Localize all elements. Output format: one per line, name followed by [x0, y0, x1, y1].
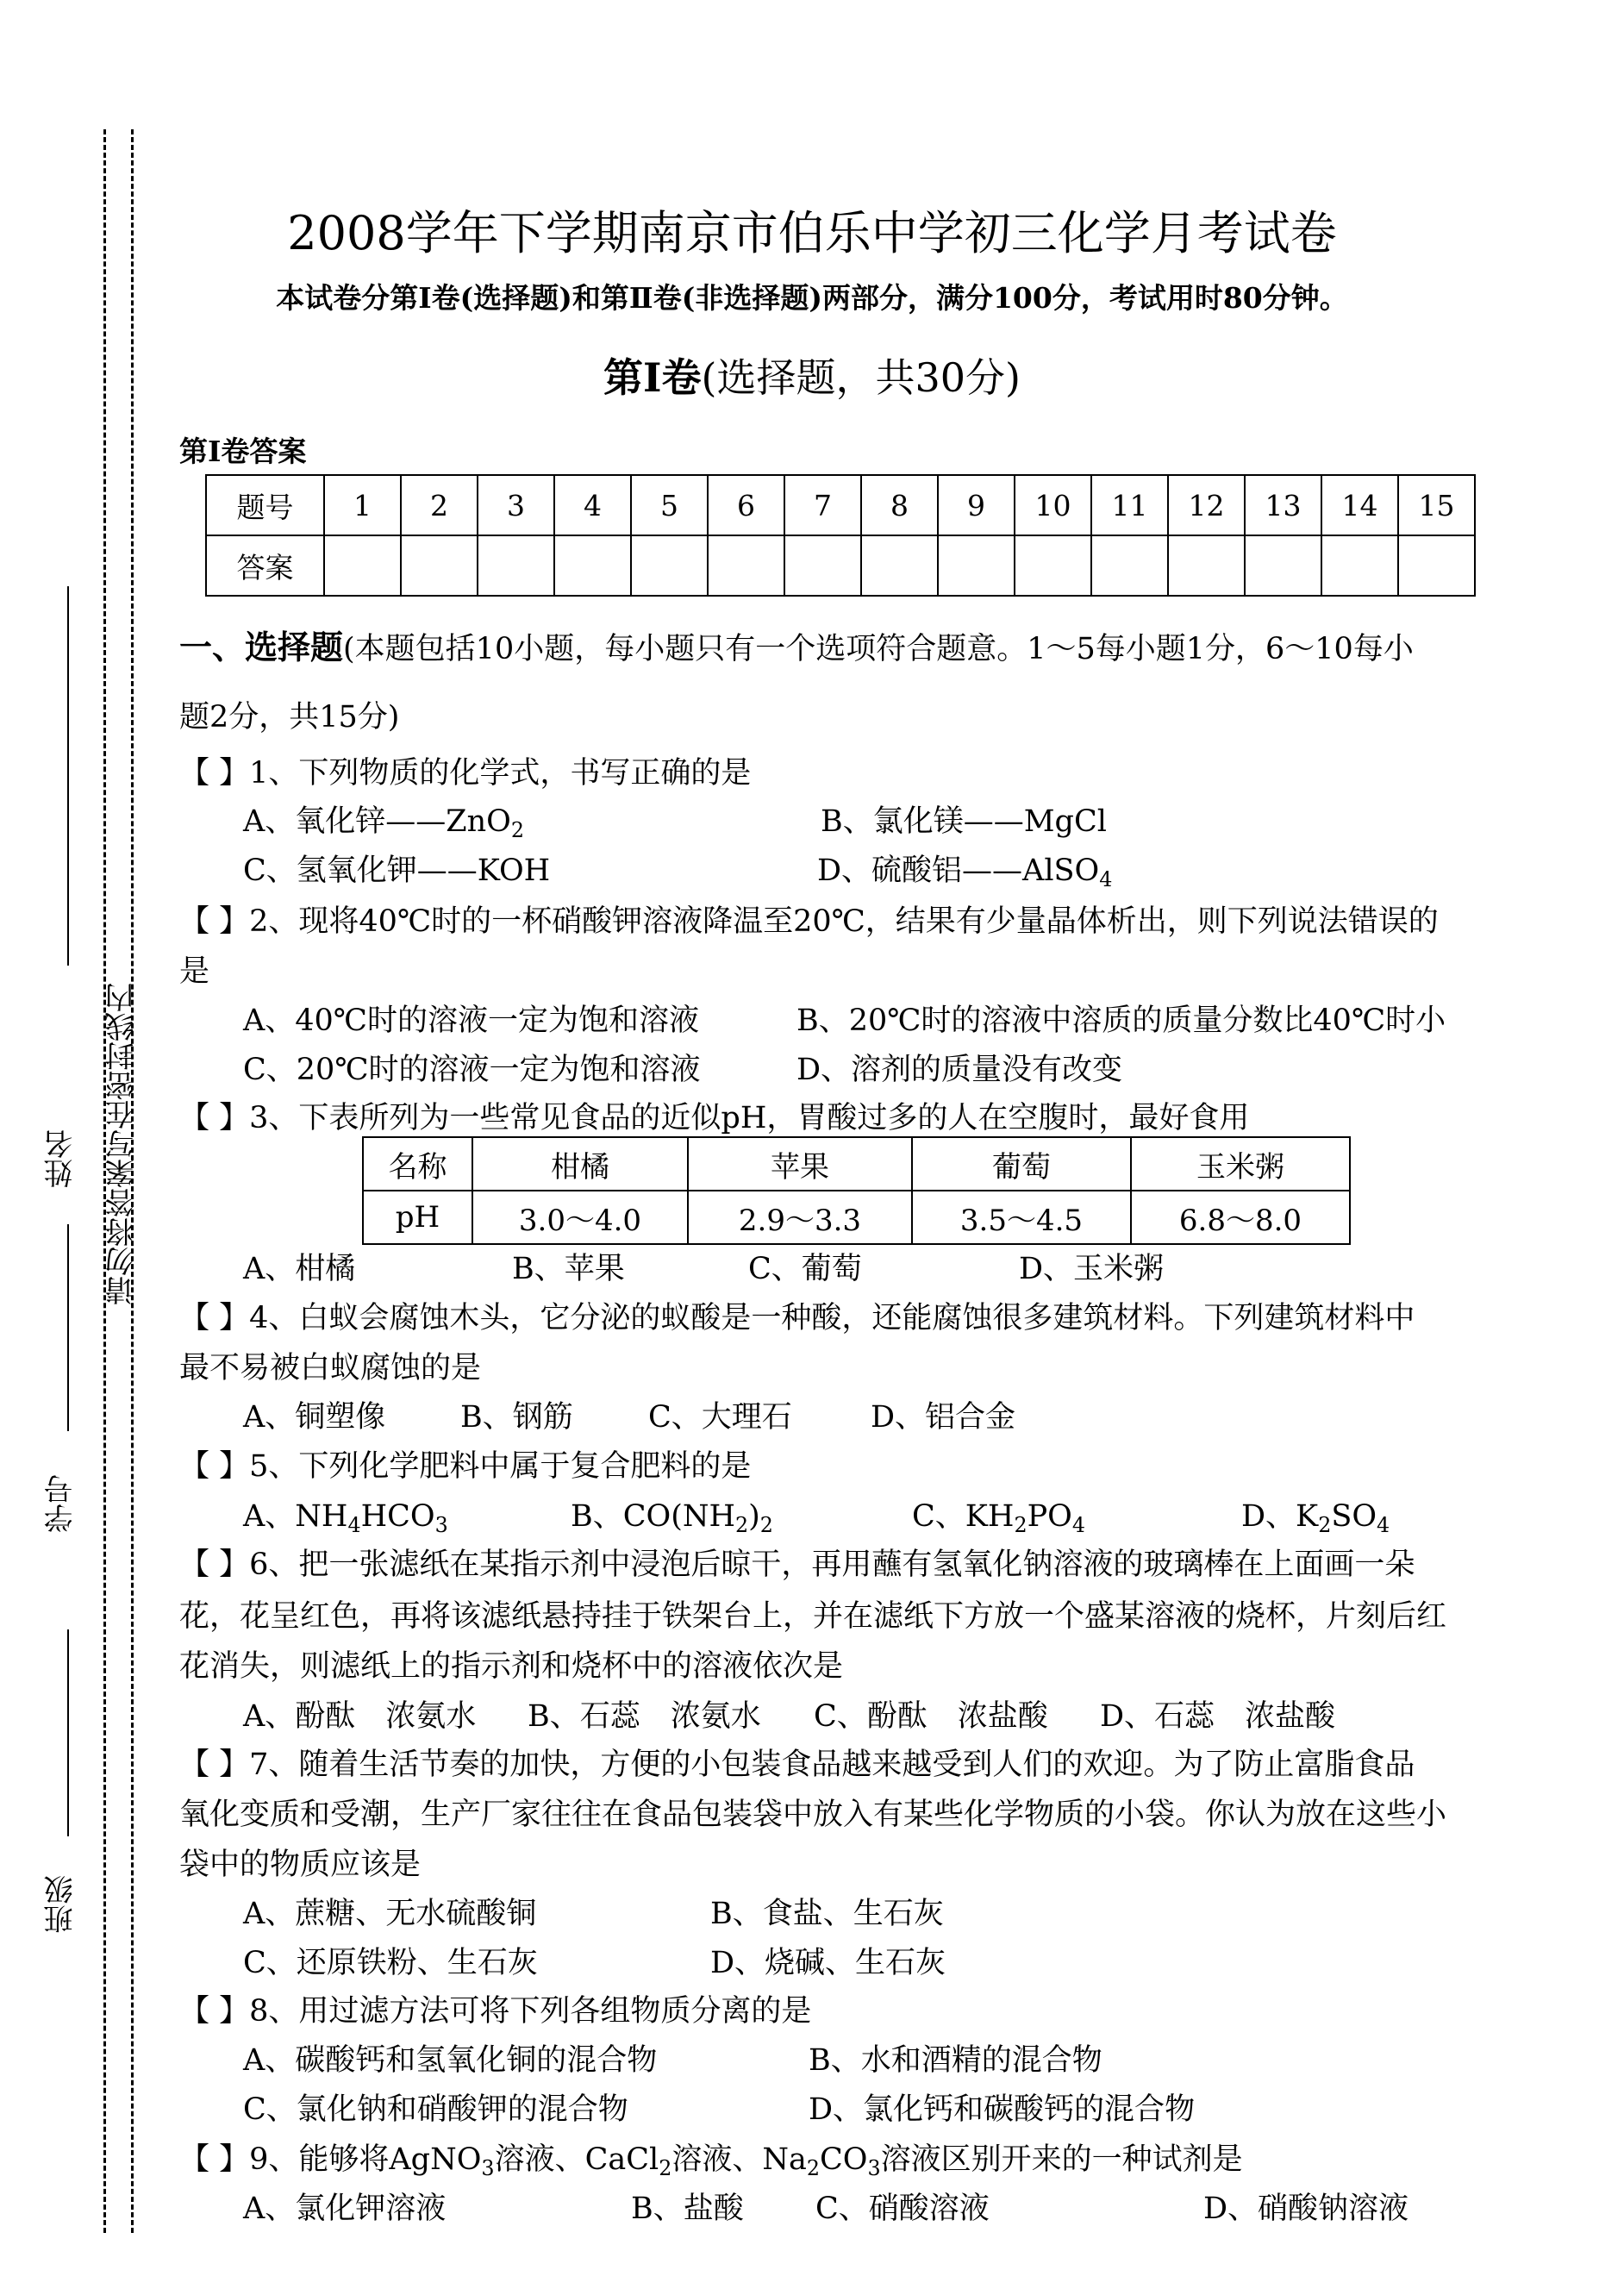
- question-6-stem: [179, 1550, 1415, 1580]
- question-number-cell: 9: [938, 475, 1015, 535]
- option-subscript: 2: [1014, 1513, 1027, 1538]
- question-text: 溶液、CaCl: [494, 2142, 659, 2177]
- q6-option-a[interactable]: A、酚酞 浓氨水: [243, 1699, 477, 1734]
- question-number-cell: 5: [631, 475, 708, 535]
- option-text: C、KH: [912, 1499, 1015, 1534]
- option-text: D、硫酸铝——AlSO: [817, 854, 1100, 888]
- q3-option-b[interactable]: B、苹果: [512, 1252, 625, 1286]
- ph-table-cell: 2.9～3.3: [688, 1191, 912, 1244]
- part1-intro-line2: 题2分，共15分): [179, 700, 400, 735]
- exam-subtitle: 本试卷分第Ⅰ卷(选择题)和第Ⅱ卷(非选择题)两部分，满分100分，考试用时80分钟。: [276, 281, 1348, 315]
- q8-option-c[interactable]: C、氯化钠和硝酸钾的混合物: [243, 2092, 628, 2127]
- question-number-cell: 4: [554, 475, 631, 535]
- question-text: 9、能够将AgNO: [249, 2142, 482, 2177]
- question-9-stem: [179, 2142, 1243, 2181]
- option-subscript: 4: [347, 1513, 361, 1538]
- ph-table-cell: 3.5～4.5: [912, 1191, 1131, 1244]
- question-2-stem-cont: 是: [179, 954, 210, 989]
- option-subscript: 2: [759, 1513, 773, 1538]
- option-subscript: 2: [735, 1513, 749, 1538]
- q9-option-a[interactable]: A、氯化钾溶液: [243, 2192, 447, 2226]
- question-number-cell: 15: [1398, 475, 1475, 535]
- answer-cell[interactable]: [938, 535, 1015, 596]
- answer-cell[interactable]: [324, 535, 401, 596]
- answer-cell[interactable]: [401, 535, 478, 596]
- question-text: 3、下表所列为一些常见食品的近似pH，胃酸过多的人在空腹时，最好食用: [249, 1101, 1250, 1135]
- answer-cell[interactable]: [1245, 535, 1321, 596]
- question-text: 溶液、Na: [671, 2142, 807, 2177]
- option-subscript: 2: [1318, 1513, 1332, 1538]
- q4-option-d[interactable]: D、铝合金: [871, 1400, 1016, 1435]
- q9-option-d[interactable]: D、硝酸钠溶液: [1203, 2192, 1409, 2226]
- q3-option-a[interactable]: A、柑橘: [243, 1252, 356, 1286]
- question-text: 1、下列物质的化学式，书写正确的是: [249, 756, 752, 791]
- q5-option-a[interactable]: [243, 1499, 448, 1538]
- answer-row-header: 答案: [206, 535, 324, 596]
- option-text: A、NH: [243, 1499, 348, 1534]
- q1-option-c[interactable]: C、氢氧化钾——KOH: [243, 854, 551, 888]
- answer-cell[interactable]: [1168, 535, 1245, 596]
- q1-option-a[interactable]: [243, 804, 524, 843]
- q4-option-c[interactable]: C、大理石: [648, 1400, 792, 1435]
- answer-cell[interactable]: [1015, 535, 1091, 596]
- answer-cell[interactable]: [784, 535, 861, 596]
- option-subscript: 4: [1071, 1513, 1085, 1538]
- q3-option-c[interactable]: C、葡萄: [748, 1252, 862, 1286]
- q7-option-b[interactable]: B、食盐、生石灰: [710, 1897, 944, 1931]
- q8-option-d[interactable]: D、氯化钙和碳酸钙的混合物: [809, 2092, 1196, 2127]
- answer-bracket[interactable]: 【 】: [179, 1101, 250, 1135]
- question-3-stem: [179, 1101, 1250, 1135]
- answer-bracket[interactable]: 【 】: [179, 1449, 250, 1484]
- option-text: ): [748, 1499, 760, 1534]
- question-number-cell: 3: [478, 475, 554, 535]
- ph-table-header-row: [363, 1137, 1350, 1191]
- option-text: HCO: [360, 1499, 435, 1534]
- q5-option-b[interactable]: [571, 1499, 773, 1538]
- q2-option-a[interactable]: A、40℃时的溶液一定为饱和溶液: [243, 1004, 699, 1038]
- ph-table-cell: pH: [363, 1191, 472, 1244]
- q8-option-a[interactable]: A、碳酸钙和氢氧化铜的混合物: [243, 2043, 658, 2078]
- question-text: CO: [819, 2142, 868, 2177]
- name-label: 姓名: [44, 1129, 78, 1188]
- part1-intro-text: (本题包括10小题，每小题只有一个选项符合题意。1～5每小题1分，6～10每小: [343, 632, 1414, 666]
- q9-option-c[interactable]: C、硝酸溶液: [815, 2192, 990, 2226]
- ph-table-cell: 3.0～4.0: [472, 1191, 688, 1244]
- question-number-cell: 8: [861, 475, 938, 535]
- answer-table-answer-row: [206, 535, 1475, 596]
- class-label: 班级: [44, 1875, 78, 1934]
- question-7-stem-cont2: 袋中的物质应该是: [179, 1848, 422, 1882]
- question-7-stem: [179, 1750, 1415, 1780]
- ph-table-value-row: [363, 1191, 1350, 1244]
- part1-intro-line1: [179, 628, 1414, 666]
- part1-heading: 一、选择题: [179, 628, 344, 666]
- answer-cell[interactable]: [1091, 535, 1168, 596]
- question-number-cell: 13: [1245, 475, 1321, 535]
- answer-bracket[interactable]: 【 】: [179, 904, 250, 939]
- answer-bracket[interactable]: 【 】: [179, 756, 250, 791]
- question-text: 4、白蚁会腐蚀木头，它分泌的蚁酸是一种酸，还能腐蚀很多建筑材料。下列建筑材料中: [249, 1301, 1415, 1335]
- q2-option-d[interactable]: D、溶剂的质量没有改变: [796, 1053, 1123, 1087]
- question-4-stem-cont: 最不易被白蚁腐蚀的是: [179, 1351, 482, 1385]
- answer-cell[interactable]: [554, 535, 631, 596]
- option-text: B、CO(NH: [571, 1499, 735, 1534]
- question-number-cell: 11: [1091, 475, 1168, 535]
- answer-cell[interactable]: [861, 535, 938, 596]
- class-field-line: [67, 1629, 69, 1836]
- formula-subscript: 3: [481, 2156, 495, 2181]
- q3-option-d[interactable]: D、玉米粥: [1019, 1252, 1165, 1286]
- question-5-stem: [179, 1449, 752, 1484]
- question-number-cell: 1: [324, 475, 401, 535]
- q9-option-b[interactable]: B、盐酸: [631, 2192, 744, 2226]
- q2-option-b[interactable]: B、20℃时的溶液中溶质的质量分数比40℃时小: [796, 1004, 1446, 1038]
- answer-table-header: 题号: [206, 475, 324, 535]
- question-6-stem-cont: 花，花呈红色，再将该滤纸悬持挂于铁架台上，并在滤纸下方放一个盛某溶液的烧杯，片刻后红: [179, 1599, 1447, 1634]
- answer-bracket[interactable]: 【 】: [179, 1994, 250, 2029]
- question-text: 7、随着生活节奏的加快，方便的小包装食品越来越受到人们的欢迎。为了防止富脂食品: [249, 1748, 1415, 1782]
- answer-bracket[interactable]: 【 】: [179, 1301, 250, 1335]
- question-7-stem-cont: 氧化变质和受潮，生产厂家往往在食品包装袋中放入有某些化学物质的小袋。你认为放在这些小: [179, 1798, 1447, 1832]
- section-title: [0, 347, 1624, 403]
- q7-option-d[interactable]: D、烧碱、生石灰: [710, 1946, 946, 1980]
- q8-option-b[interactable]: B、水和酒精的混合物: [809, 2043, 1102, 2078]
- option-text: SO: [1331, 1499, 1377, 1534]
- option-subscript: 3: [434, 1513, 448, 1538]
- question-1-stem: [179, 756, 752, 791]
- q7-option-a[interactable]: A、蔗糖、无水硫酸铜: [243, 1897, 537, 1931]
- answer-cell[interactable]: [1398, 535, 1475, 596]
- id-field-line: [67, 1224, 69, 1431]
- answer-cell[interactable]: [478, 535, 554, 596]
- q6-option-d[interactable]: D、石蕊 浓盐酸: [1100, 1699, 1336, 1734]
- option-subscript: 4: [1377, 1513, 1390, 1538]
- formula-subscript: 2: [806, 2156, 820, 2181]
- question-number-cell: 14: [1321, 475, 1398, 535]
- q4-option-a[interactable]: A、铜塑像: [243, 1400, 386, 1435]
- question-4-stem: [179, 1301, 1415, 1335]
- ph-table-cell: 柑橘: [472, 1137, 688, 1191]
- question-6-stem-cont2: 花消失，则滤纸上的指示剂和烧杯中的溶液依次是: [179, 1649, 844, 1684]
- answer-bracket[interactable]: 【 】: [179, 1548, 250, 1582]
- ph-table-cell: 玉米粥: [1131, 1137, 1350, 1191]
- q1-option-b[interactable]: B、氯化镁——MgCl: [821, 804, 1107, 839]
- question-number-cell: 6: [708, 475, 784, 535]
- question-text: 5、下列化学肥料中属于复合肥料的是: [249, 1449, 752, 1484]
- question-number-cell: 2: [401, 475, 478, 535]
- q4-option-b[interactable]: B、钢筋: [460, 1400, 573, 1435]
- q7-option-c[interactable]: C、还原铁粉、生石灰: [243, 1946, 538, 1980]
- option-subscript: 2: [510, 818, 524, 843]
- option-text: A、氧化锌——ZnO: [243, 804, 511, 839]
- ph-table: [362, 1136, 1351, 1245]
- ph-table-cell: 名称: [363, 1137, 472, 1191]
- seal-notice: 请勿将答案写在密封线内: [105, 983, 140, 1305]
- question-text: 2、现将40℃时的一杯硝酸钾溶液降温至20℃，结果有少量晶体析出，则下列说法错误的: [249, 904, 1439, 939]
- ph-table-cell: 6.8～8.0: [1131, 1191, 1350, 1244]
- name-field-line: [67, 586, 69, 966]
- option-text: PO: [1027, 1499, 1072, 1534]
- answer-cell[interactable]: [708, 535, 784, 596]
- question-number-cell: 12: [1168, 475, 1245, 535]
- answer-cell[interactable]: [631, 535, 708, 596]
- answer-bracket[interactable]: 【 】: [179, 2142, 250, 2177]
- q5-option-d[interactable]: [1241, 1499, 1390, 1538]
- answer-sheet-label: 第Ⅰ卷答案: [179, 435, 307, 468]
- question-text: 6、把一张滤纸在某指示剂中浸泡后晾干，再用蘸有氢氧化钠溶液的玻璃棒在上面画一朵: [249, 1548, 1415, 1582]
- answer-cell[interactable]: [1321, 535, 1398, 596]
- q6-option-c[interactable]: C、酚酞 浓盐酸: [814, 1699, 1048, 1734]
- ph-table-cell: 苹果: [688, 1137, 912, 1191]
- question-8-stem: [179, 1994, 812, 2029]
- question-text: 溶液区别开来的一种试剂是: [880, 2142, 1243, 2177]
- q5-option-c[interactable]: [912, 1499, 1085, 1538]
- q2-option-c[interactable]: C、20℃时的溶液一定为饱和溶液: [243, 1053, 701, 1087]
- answer-bracket[interactable]: 【 】: [179, 1748, 250, 1782]
- option-subscript: 4: [1099, 867, 1113, 892]
- page-title: 2008学年下学期南京市伯乐中学初三化学月考试卷: [287, 206, 1337, 260]
- section-title-bold: 第Ⅰ卷: [603, 354, 702, 401]
- section-title-rest: (选择题，共30分): [701, 354, 1021, 401]
- q6-option-b[interactable]: B、石蕊 浓氨水: [528, 1699, 761, 1734]
- option-text: D、K: [1241, 1499, 1319, 1534]
- answer-table-number-row: [206, 475, 1475, 535]
- answer-table: [205, 474, 1476, 597]
- question-number-cell: 10: [1015, 475, 1091, 535]
- formula-subscript: 3: [867, 2156, 881, 2181]
- q1-option-d[interactable]: [817, 856, 1112, 891]
- id-label: 学号: [44, 1474, 78, 1533]
- formula-subscript: 2: [659, 2156, 672, 2181]
- ph-table-cell: 葡萄: [912, 1137, 1131, 1191]
- question-2-stem: [179, 904, 1439, 939]
- question-text: 8、用过滤方法可将下列各组物质分离的是: [249, 1994, 812, 2029]
- question-number-cell: 7: [784, 475, 861, 535]
